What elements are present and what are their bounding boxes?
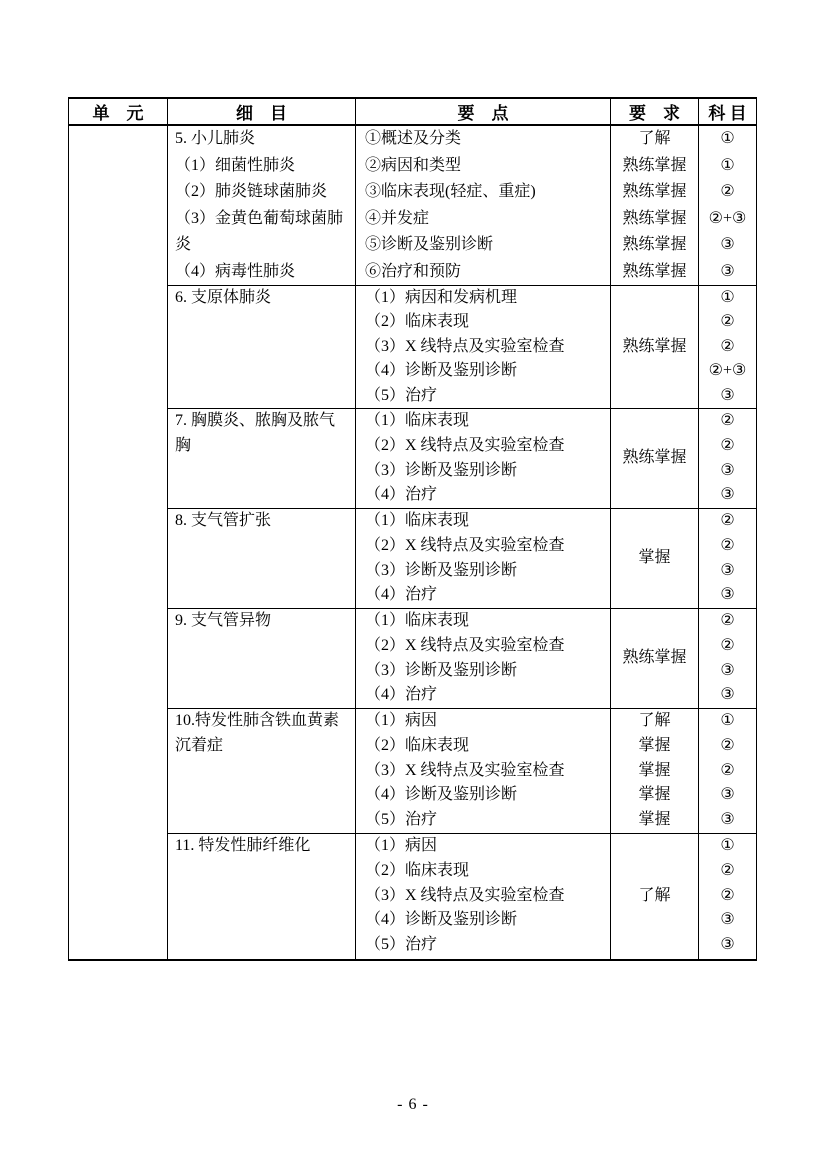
table-section-row: [168, 709, 756, 834]
table-section-row: [168, 609, 756, 709]
subject-value: ③: [720, 561, 735, 579]
subject-value: ①: [720, 712, 735, 729]
point-line: （1）病因: [365, 837, 438, 854]
subject-value: ③: [720, 661, 735, 679]
item-line: 10.特发性肺含铁血黄素: [175, 712, 340, 729]
requirement-cell: [611, 286, 699, 408]
requirement-value: 熟练掌握: [622, 183, 687, 200]
table-header-row: [69, 99, 756, 126]
point-line: （5）治疗: [365, 936, 438, 954]
requirement-value: 了解: [638, 887, 671, 905]
item-line: 8. 支气管扩张: [175, 512, 272, 529]
point-line: ③临床表现(轻症、重症): [365, 183, 536, 200]
point-line: （4）治疗: [365, 586, 438, 604]
syllabus-table: [68, 97, 757, 961]
points-cell: [356, 286, 611, 408]
requirement-value: 熟练掌握: [622, 449, 687, 467]
subject-value: ③: [720, 686, 735, 704]
table-section-row: [168, 509, 756, 609]
points-cell: [356, 834, 611, 959]
subject-value: ②: [720, 861, 735, 879]
subject-value: ③: [720, 586, 735, 604]
subjects-cell: [699, 834, 756, 959]
item-cell: [168, 409, 356, 508]
requirement-value: 熟练掌握: [622, 262, 687, 280]
subjects-cell: [699, 709, 756, 833]
point-line: （5）治疗: [365, 811, 438, 829]
subject-value: ③: [720, 811, 735, 829]
subject-value: ③: [720, 461, 735, 479]
requirement-value: 掌握: [638, 811, 671, 829]
subject-value: ②: [720, 337, 735, 355]
point-line: （1）病因和发病机理: [365, 289, 518, 306]
point-line: （4）治疗: [365, 686, 438, 704]
point-line: （2）X 线特点及实验室检查: [365, 636, 565, 654]
subject-value: ①: [720, 130, 735, 147]
subject-value: ③: [720, 262, 735, 280]
point-line: （1）临床表现: [365, 612, 470, 629]
item-cell: [168, 609, 356, 708]
requirement-cell: [611, 609, 699, 708]
subject-value: ②: [720, 183, 735, 200]
requirement-value: 熟练掌握: [622, 209, 687, 227]
requirement-value: 掌握: [638, 736, 671, 754]
point-line: （1）病因: [365, 712, 438, 729]
point-line: （3）X 线特点及实验室检查: [365, 337, 565, 355]
point-line: （2）临床表现: [365, 861, 470, 879]
item-line: （4）病毒性肺炎: [175, 262, 296, 280]
item-line: （1）细菌性肺炎: [175, 156, 296, 174]
subject-value: ②: [720, 536, 735, 554]
point-line: （2）X 线特点及实验室检查: [365, 436, 565, 454]
subjects-cell: [699, 509, 756, 608]
point-line: ④并发症: [365, 209, 430, 227]
points-cell: [356, 709, 611, 833]
point-line: （1）临床表现: [365, 512, 470, 529]
item-cell: [168, 286, 356, 408]
subject-value: ②: [720, 761, 735, 779]
header-unit: 单 元: [69, 99, 168, 124]
subject-value: ②: [720, 512, 735, 529]
point-line: ②病因和类型: [365, 156, 462, 174]
point-line: （4）治疗: [365, 486, 438, 504]
point-line: （3）诊断及鉴别诊断: [365, 661, 518, 679]
item-line: 胸: [175, 436, 192, 454]
unit-cell: [69, 126, 168, 959]
subject-value: ③: [720, 386, 735, 404]
points-cell: [356, 409, 611, 508]
point-line: ①概述及分类: [365, 130, 462, 147]
sections: [168, 126, 756, 959]
point-line: （4）诊断及鉴别诊断: [365, 362, 518, 380]
item-line: 7. 胸膜炎、脓胸及脓气: [175, 412, 336, 429]
subject-value: ②+③: [708, 209, 747, 227]
header-item: 细 目: [168, 99, 356, 124]
requirement-value: 掌握: [638, 549, 671, 567]
subject-value: ③: [720, 936, 735, 954]
point-line: （5）治疗: [365, 386, 438, 404]
subject-value: ③: [720, 486, 735, 504]
requirement-cell: [611, 409, 699, 508]
requirement-cell: [611, 126, 699, 285]
point-line: （2）临床表现: [365, 736, 470, 754]
table-section-row: [168, 126, 756, 286]
subject-value: ②+③: [708, 362, 747, 380]
subject-value: ③: [720, 786, 735, 804]
requirement-cell: [611, 709, 699, 833]
subject-value: ③: [720, 236, 735, 253]
table-section-row: [168, 409, 756, 509]
header-requirement: 要 求: [611, 99, 699, 124]
requirement-cell: [611, 509, 699, 608]
item-line: 沉着症: [175, 736, 224, 754]
item-line: （3）金黄色葡萄球菌肺: [175, 209, 344, 227]
subject-value: ①: [720, 837, 735, 854]
item-cell: [168, 126, 356, 285]
point-line: ⑤诊断及鉴别诊断: [365, 236, 494, 253]
requirement-value: 掌握: [638, 786, 671, 804]
requirement-value: 了解: [638, 712, 671, 729]
subject-value: ②: [720, 313, 735, 331]
point-line: （3）X 线特点及实验室检查: [365, 761, 565, 779]
table-section-row: [168, 834, 756, 959]
item-line: （2）肺炎链球菌肺炎: [175, 183, 328, 200]
points-cell: [356, 126, 611, 285]
subjects-cell: [699, 286, 756, 408]
item-line: 炎: [175, 236, 192, 253]
point-line: ⑥治疗和预防: [365, 262, 462, 280]
subjects-cell: [699, 609, 756, 708]
point-line: （2）X 线特点及实验室检查: [365, 536, 565, 554]
item-cell: [168, 834, 356, 959]
item-cell: [168, 709, 356, 833]
point-line: （3）诊断及鉴别诊断: [365, 461, 518, 479]
requirement-value: 熟练掌握: [622, 649, 687, 667]
point-line: （1）临床表现: [365, 412, 470, 429]
subject-value: ②: [720, 412, 735, 429]
header-subject: 科 目: [708, 104, 747, 123]
requirement-value: 了解: [638, 130, 671, 147]
item-line: 9. 支气管异物: [175, 612, 272, 629]
subject-value: ②: [720, 736, 735, 754]
subjects-cell: [699, 409, 756, 508]
subject-value: ③: [720, 911, 735, 929]
item-line: 11. 特发性肺纤维化: [175, 837, 311, 854]
requirement-value: 熟练掌握: [622, 337, 687, 355]
requirement-value: 熟练掌握: [622, 236, 687, 253]
point-line: （3）诊断及鉴别诊断: [365, 561, 518, 579]
subject-value: ②: [720, 886, 735, 904]
item-line: 6. 支原体肺炎: [175, 289, 272, 306]
point-line: （4）诊断及鉴别诊断: [365, 911, 518, 929]
points-cell: [356, 509, 611, 608]
table-section-row: [168, 286, 756, 409]
table-body: [69, 126, 756, 959]
page-number: - 6 -: [397, 1096, 429, 1113]
header-points: 要 点: [356, 99, 611, 124]
item-cell: [168, 509, 356, 608]
subject-value: ②: [720, 636, 735, 654]
points-cell: [356, 609, 611, 708]
item-line: 5. 小儿肺炎: [175, 130, 256, 147]
requirement-cell: [611, 834, 699, 959]
point-line: （3）X 线特点及实验室检查: [365, 886, 565, 904]
requirement-value: 熟练掌握: [622, 156, 687, 174]
requirement-value: 掌握: [638, 761, 671, 779]
subject-value: ②: [720, 612, 735, 629]
subject-value: ①: [720, 156, 735, 174]
subject-value: ①: [720, 289, 735, 306]
subjects-cell: [699, 126, 756, 285]
subject-value: ②: [720, 436, 735, 454]
point-line: （2）临床表现: [365, 313, 470, 331]
point-line: （4）诊断及鉴别诊断: [365, 786, 518, 804]
